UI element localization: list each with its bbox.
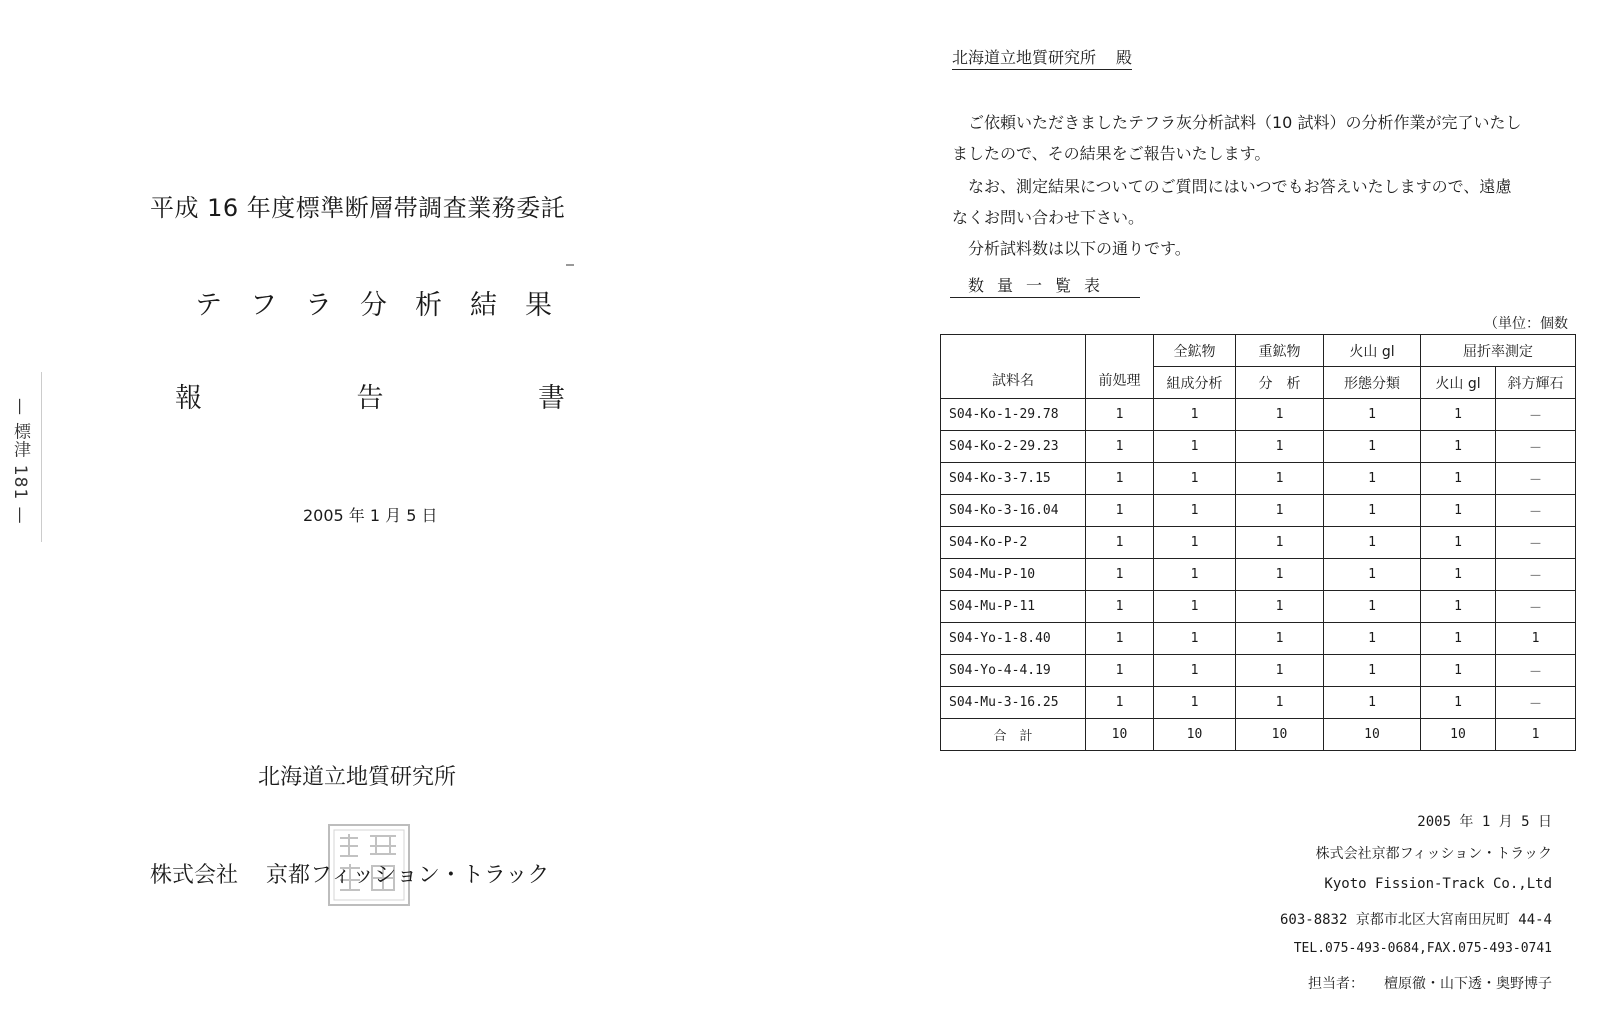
sample-name: S04-Ko-3-7.15 bbox=[941, 463, 1086, 495]
paragraph-2-line-1: なお、測定結果についてのご質問にはいつでもお答えいたしますので、遠慮 bbox=[968, 177, 1512, 196]
cell-refr-opx: － bbox=[1496, 495, 1576, 527]
cell-pretreatment: 1 bbox=[1086, 527, 1154, 559]
cell-heavy-mineral: 1 bbox=[1236, 687, 1324, 719]
cover-company bbox=[150, 858, 549, 889]
cover-company-name: 京都フィッション・トラック bbox=[266, 863, 550, 888]
table-title: 数量一覧表 bbox=[950, 273, 1140, 298]
page-side-mark: — 標津 181 — bbox=[10, 398, 30, 525]
header-refr-volcanic-glass: 火山 gl bbox=[1421, 367, 1496, 399]
cell-refr-opx: － bbox=[1496, 591, 1576, 623]
cell-heavy-mineral: 1 bbox=[1236, 431, 1324, 463]
cell-whole-mineral: 1 bbox=[1154, 495, 1236, 527]
cell-refr-opx: － bbox=[1496, 463, 1576, 495]
cell-volcanic-glass: 1 bbox=[1324, 431, 1421, 463]
header-refr-orthopyroxene: 斜方輝石 bbox=[1496, 367, 1576, 399]
cell-whole-mineral: 1 bbox=[1154, 559, 1236, 591]
cell-refr-glass: 1 bbox=[1421, 687, 1496, 719]
paragraph-1-line-1: ご依頼いただきましたテフラ灰分析試料（10 試料）の分析作業が完了いたし bbox=[968, 113, 1522, 132]
cell-whole-mineral: 1 bbox=[1154, 527, 1236, 559]
signature-company-en: Kyoto Fission-Track Co.,Ltd bbox=[1324, 876, 1552, 892]
report-title-line3 bbox=[175, 376, 565, 415]
header-volcanic-glass-top: 火山 gl bbox=[1324, 335, 1421, 367]
cell-pretreatment: 1 bbox=[1086, 687, 1154, 719]
cell-volcanic-glass: 1 bbox=[1324, 463, 1421, 495]
title-char-2: 告 bbox=[356, 383, 384, 414]
table-row bbox=[941, 655, 1576, 687]
table-total-row bbox=[941, 719, 1576, 751]
cell-refr-opx: － bbox=[1496, 655, 1576, 687]
cell-pretreatment: 1 bbox=[1086, 591, 1154, 623]
sample-name: S04-Ko-P-2 bbox=[941, 527, 1086, 559]
cell-volcanic-glass: 1 bbox=[1324, 623, 1421, 655]
header-whole-mineral-top: 全鉱物 bbox=[1154, 335, 1236, 367]
cell-pretreatment: 1 bbox=[1086, 431, 1154, 463]
cell-heavy-mineral: 1 bbox=[1236, 463, 1324, 495]
cell-heavy-mineral: 1 bbox=[1236, 559, 1324, 591]
person-names: 檀原徹・山下透・奥野博子 bbox=[1384, 976, 1552, 992]
cell-whole-mineral: 1 bbox=[1154, 463, 1236, 495]
addressee-suffix: 殿 bbox=[1116, 48, 1133, 67]
table-row bbox=[941, 463, 1576, 495]
cell-heavy-mineral: 1 bbox=[1236, 495, 1324, 527]
cell-refr-glass: 1 bbox=[1421, 495, 1496, 527]
binding-line bbox=[41, 372, 42, 542]
cell-pretreatment: 1 bbox=[1086, 559, 1154, 591]
cover-date: 2005 年 1 月 5 日 bbox=[303, 506, 438, 525]
sample-name: S04-Mu-P-10 bbox=[941, 559, 1086, 591]
cell-refr-glass: 1 bbox=[1421, 399, 1496, 431]
sample-name: S04-Ko-1-29.78 bbox=[941, 399, 1086, 431]
cell-heavy-mineral: 1 bbox=[1236, 527, 1324, 559]
sample-name: S04-Yo-4-4.19 bbox=[941, 655, 1086, 687]
cell-heavy-mineral: 1 bbox=[1236, 655, 1324, 687]
total-heavy-mineral: 10 bbox=[1236, 719, 1324, 751]
sample-name: S04-Mu-P-11 bbox=[941, 591, 1086, 623]
cell-volcanic-glass: 1 bbox=[1324, 495, 1421, 527]
cell-volcanic-glass: 1 bbox=[1324, 559, 1421, 591]
cell-heavy-mineral: 1 bbox=[1236, 623, 1324, 655]
cell-pretreatment: 1 bbox=[1086, 623, 1154, 655]
person-label: 担当者： bbox=[1308, 976, 1364, 992]
total-pretreatment: 10 bbox=[1086, 719, 1154, 751]
paragraph-1-line-2: ましたので、その結果をご報告いたします。 bbox=[952, 144, 1271, 163]
table-row bbox=[941, 591, 1576, 623]
cell-refr-glass: 1 bbox=[1421, 431, 1496, 463]
cell-heavy-mineral: 1 bbox=[1236, 591, 1324, 623]
table-row bbox=[941, 431, 1576, 463]
report-title-line1: 平成 16 年度標準断層帯調査業務委託 bbox=[150, 194, 566, 222]
header-heavy-mineral-bottom: 分 析 bbox=[1236, 367, 1324, 399]
cell-refr-opx: 1 bbox=[1496, 623, 1576, 655]
cell-volcanic-glass: 1 bbox=[1324, 591, 1421, 623]
cell-whole-mineral: 1 bbox=[1154, 591, 1236, 623]
addressee bbox=[952, 45, 1132, 70]
cell-refr-glass: 1 bbox=[1421, 559, 1496, 591]
cell-refr-glass: 1 bbox=[1421, 527, 1496, 559]
scan-speck bbox=[566, 264, 574, 266]
header-heavy-mineral-top: 重鉱物 bbox=[1236, 335, 1324, 367]
cell-refr-opx: － bbox=[1496, 431, 1576, 463]
cell-refr-glass: 1 bbox=[1421, 463, 1496, 495]
total-refr-glass: 10 bbox=[1421, 719, 1496, 751]
cell-whole-mineral: 1 bbox=[1154, 687, 1236, 719]
table-row bbox=[941, 559, 1576, 591]
cell-heavy-mineral: 1 bbox=[1236, 399, 1324, 431]
cell-pretreatment: 1 bbox=[1086, 399, 1154, 431]
cell-pretreatment: 1 bbox=[1086, 463, 1154, 495]
paragraph-3: 分析試料数は以下の通りです。 bbox=[968, 239, 1191, 258]
paragraph-2-line-2: なくお問い合わせ下さい。 bbox=[952, 208, 1145, 227]
cover-organization: 北海道立地質研究所 bbox=[258, 765, 457, 790]
title-char-1: 報 bbox=[175, 383, 202, 414]
total-whole-mineral: 10 bbox=[1154, 719, 1236, 751]
signature-address: 603-8832 京都市北区大宮南田尻町 44-4 bbox=[1279, 912, 1552, 928]
cell-refr-opx: － bbox=[1496, 527, 1576, 559]
signature-person bbox=[1308, 973, 1552, 993]
cover-company-prefix: 株式会社 bbox=[150, 863, 239, 888]
cell-whole-mineral: 1 bbox=[1154, 399, 1236, 431]
cell-whole-mineral: 1 bbox=[1154, 655, 1236, 687]
table-unit: （単位：個数 bbox=[1484, 316, 1568, 332]
cell-refr-glass: 1 bbox=[1421, 591, 1496, 623]
sample-name: S04-Yo-1-8.40 bbox=[941, 623, 1086, 655]
report-title-line2: テフラ分析結果 bbox=[195, 290, 580, 321]
sample-name: S04-Ko-3-16.04 bbox=[941, 495, 1086, 527]
header-refractive-index: 屈折率測定 bbox=[1421, 335, 1576, 367]
cell-pretreatment: 1 bbox=[1086, 495, 1154, 527]
total-label: 合 計 bbox=[941, 719, 1086, 751]
signature-company-jp: 株式会社京都フィッション・トラック bbox=[1315, 846, 1552, 862]
header-whole-mineral-bottom: 組成分析 bbox=[1154, 367, 1236, 399]
table-row bbox=[941, 495, 1576, 527]
cell-refr-glass: 1 bbox=[1421, 623, 1496, 655]
total-refr-opx: 1 bbox=[1496, 719, 1576, 751]
sample-name: S04-Ko-2-29.23 bbox=[941, 431, 1086, 463]
cell-refr-glass: 1 bbox=[1421, 655, 1496, 687]
title-char-3: 書 bbox=[538, 383, 565, 414]
addressee-name: 北海道立地質研究所 bbox=[952, 48, 1097, 67]
cell-refr-opx: － bbox=[1496, 399, 1576, 431]
cell-volcanic-glass: 1 bbox=[1324, 527, 1421, 559]
signature-date: 2005 年 1 月 5 日 bbox=[1417, 814, 1552, 830]
cell-refr-opx: － bbox=[1496, 687, 1576, 719]
table-row bbox=[941, 687, 1576, 719]
table-row bbox=[941, 399, 1576, 431]
header-volcanic-glass-bottom: 形態分類 bbox=[1324, 367, 1421, 399]
signature-tel-fax: TEL.075-493-0684,FAX.075-493-0741 bbox=[1293, 941, 1552, 956]
cell-pretreatment: 1 bbox=[1086, 655, 1154, 687]
header-sample-name: 試料名 bbox=[941, 335, 1086, 399]
total-volcanic-glass: 10 bbox=[1324, 719, 1421, 751]
cell-refr-opx: － bbox=[1496, 559, 1576, 591]
cell-whole-mineral: 1 bbox=[1154, 431, 1236, 463]
sample-name: S04-Mu-3-16.25 bbox=[941, 687, 1086, 719]
cell-whole-mineral: 1 bbox=[1154, 623, 1236, 655]
table-row bbox=[941, 623, 1576, 655]
cell-volcanic-glass: 1 bbox=[1324, 687, 1421, 719]
cell-volcanic-glass: 1 bbox=[1324, 655, 1421, 687]
header-pretreatment: 前処理 bbox=[1086, 335, 1154, 399]
table-row bbox=[941, 527, 1576, 559]
quantity-table bbox=[940, 334, 1576, 751]
cell-volcanic-glass: 1 bbox=[1324, 399, 1421, 431]
